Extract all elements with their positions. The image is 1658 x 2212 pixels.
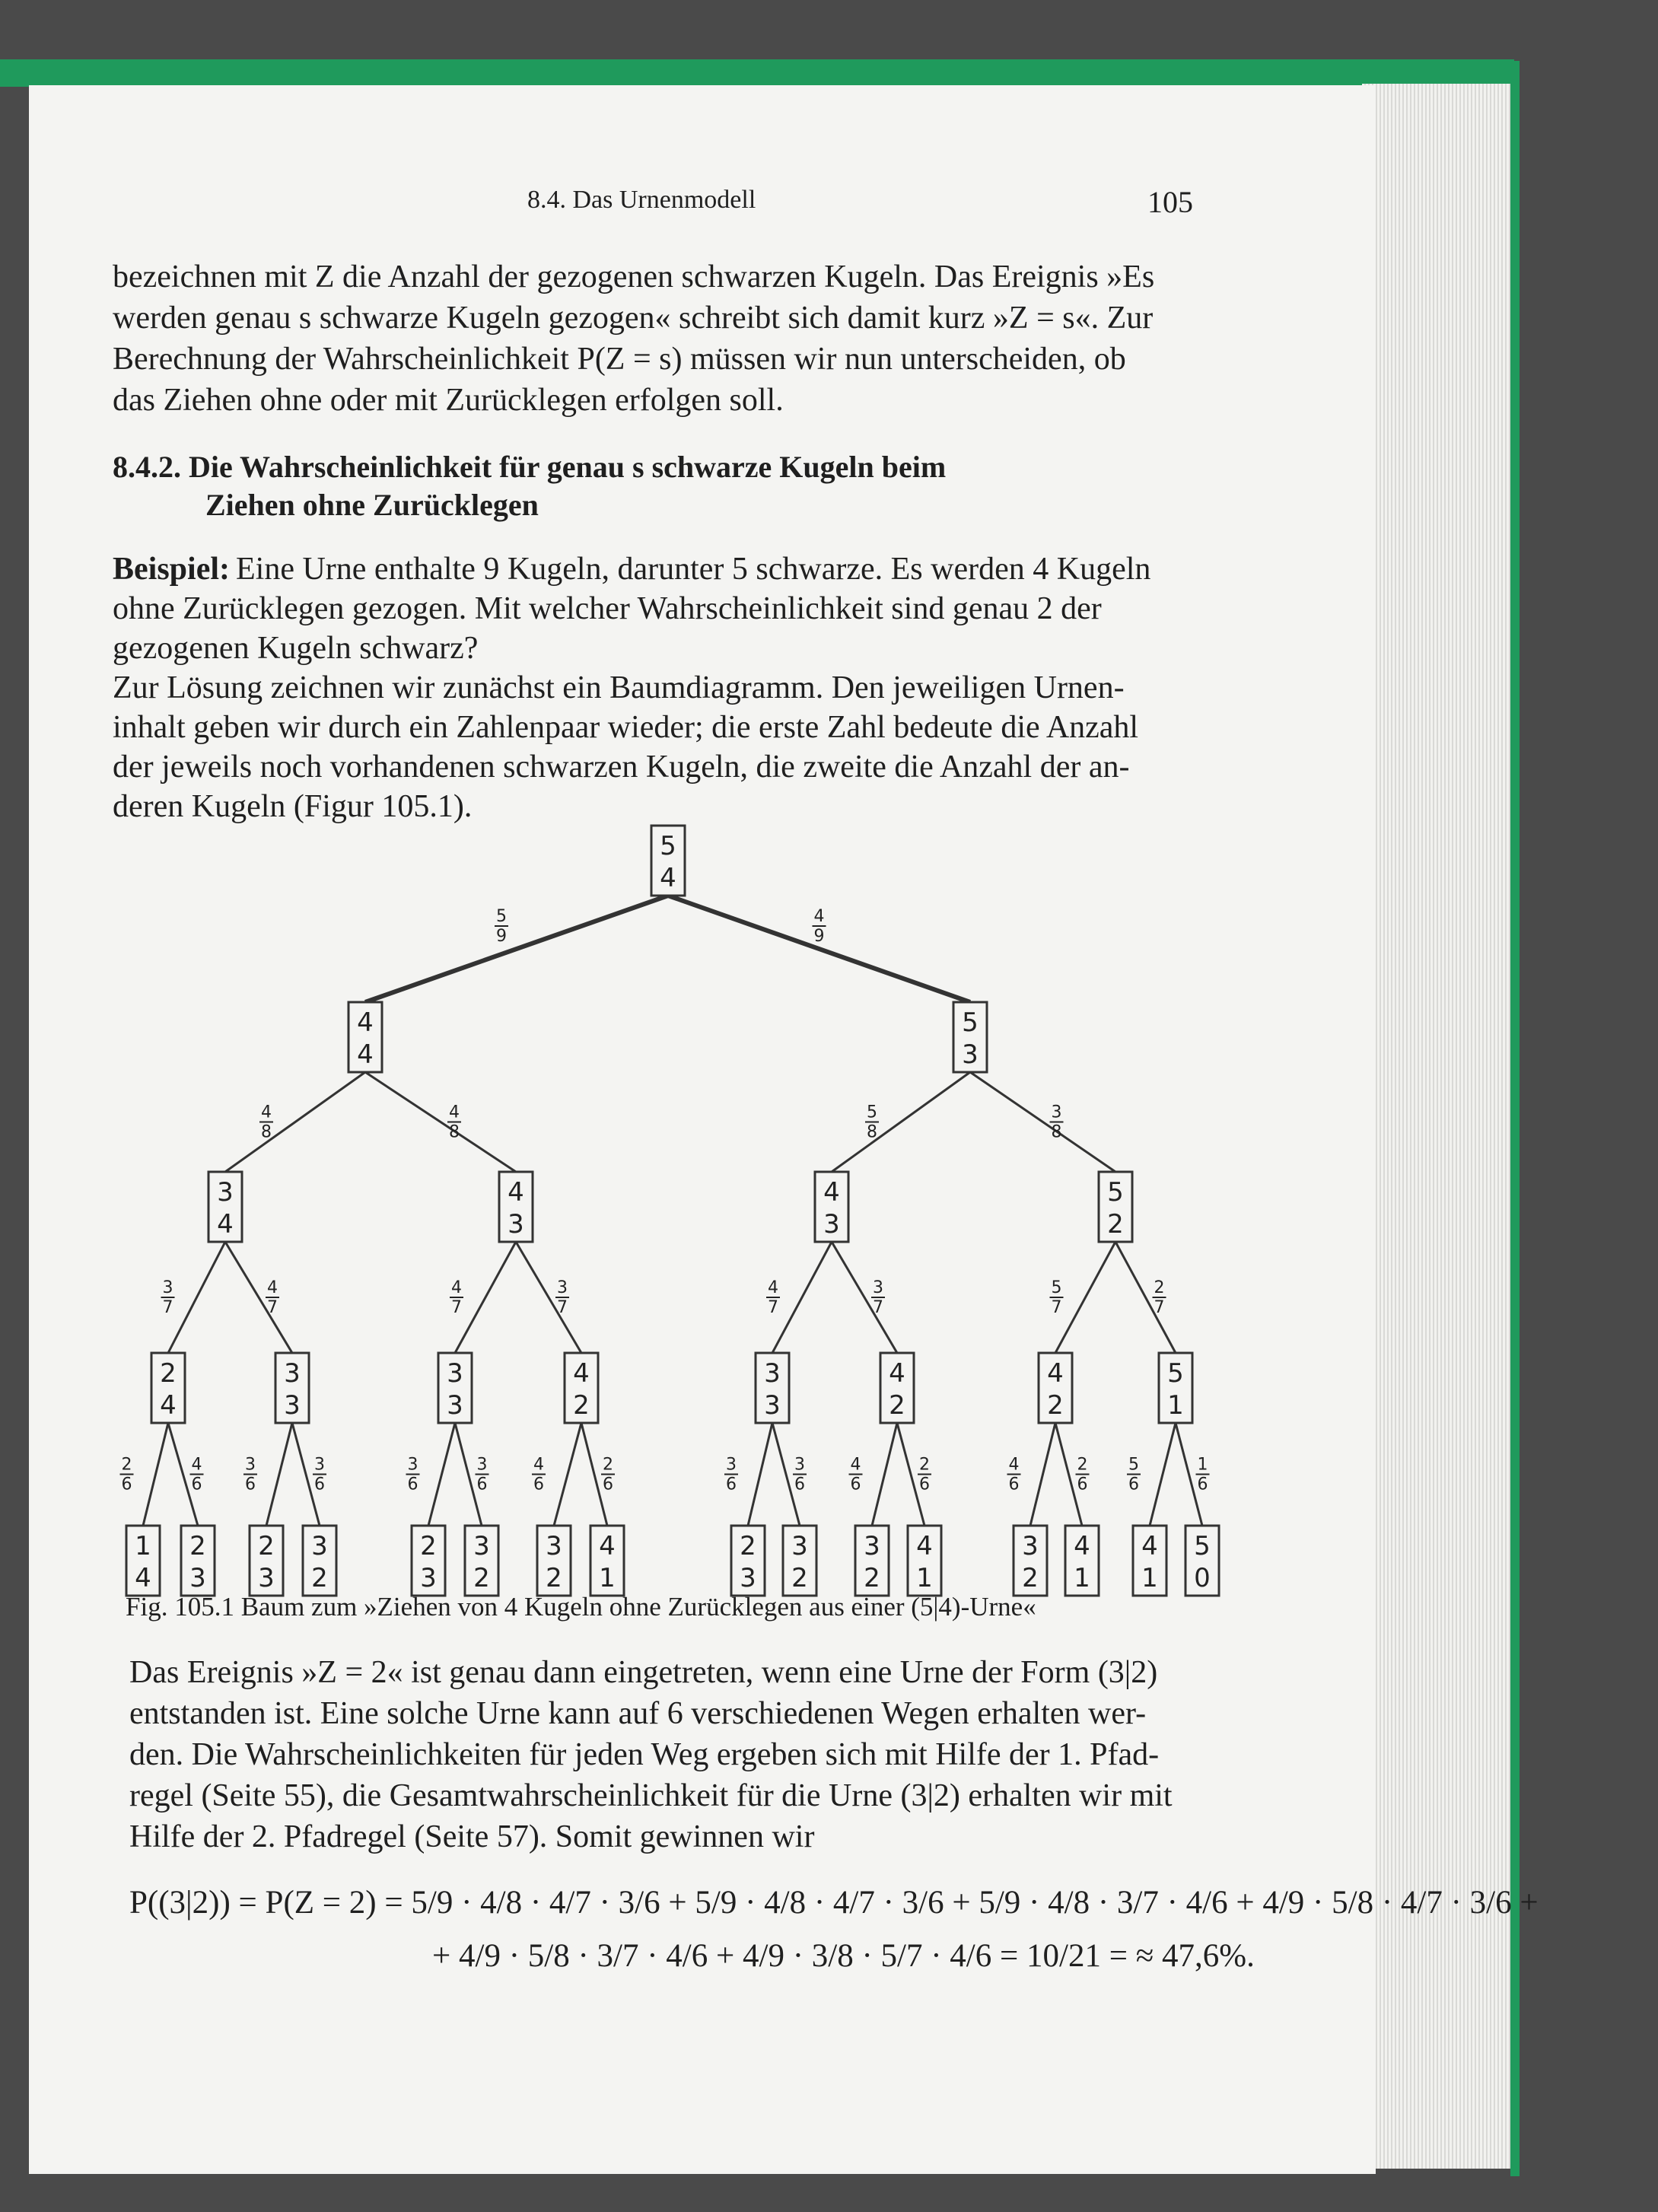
branch-probability: [313, 1456, 326, 1494]
prob-numerator: 4: [261, 1103, 272, 1122]
prob-numerator: 3: [162, 1278, 173, 1297]
urn-black-count: 2: [258, 1531, 275, 1561]
urn-other-count: 2: [1047, 1390, 1064, 1421]
urn-node: [855, 1526, 889, 1596]
after-line-3: den. Die Wahrscheinlichkeiten für jeden Weg ergeben sich mit Hilfe der 1. Pfad-: [129, 1737, 1160, 1772]
prob-numerator: 4: [850, 1455, 861, 1475]
urn-node: [208, 1172, 242, 1242]
intro-line-1: bezeichnen mit Z die Anzahl der gezogenen schwarzen Kugeln. Das Ereignis »Es: [113, 259, 1155, 294]
urn-node: [151, 1353, 185, 1423]
urn-other-count: 3: [284, 1390, 301, 1421]
urn-black-count: 4: [357, 1007, 374, 1038]
branch-probability: [447, 1103, 461, 1142]
urn-black-count: 3: [864, 1531, 880, 1561]
branch-probability: [161, 1278, 175, 1317]
prob-denominator: 7: [162, 1298, 173, 1317]
prob-numerator: 3: [314, 1455, 325, 1475]
tree-branch-line: [455, 1242, 516, 1353]
branch-probability: [865, 1103, 879, 1142]
book-page-edges: [1362, 84, 1514, 2169]
urn-node: [731, 1526, 765, 1596]
urn-node: [1039, 1353, 1072, 1423]
prob-numerator: 5: [1128, 1455, 1139, 1475]
prob-denominator: 6: [1008, 1475, 1020, 1494]
urn-black-count: 3: [1022, 1531, 1039, 1561]
prob-denominator: 6: [533, 1475, 544, 1494]
branch-probability: [532, 1456, 546, 1494]
urn-node: [783, 1526, 816, 1596]
prob-denominator: 6: [407, 1475, 418, 1494]
urn-black-count: 4: [508, 1177, 524, 1208]
urn-node: [1014, 1526, 1047, 1596]
branch-probability: [450, 1278, 463, 1317]
urn-node: [537, 1526, 571, 1596]
intro-line-4: das Ziehen ohne oder mit Zurücklegen erfolgen soll.: [113, 383, 784, 418]
prob-numerator: 5: [1051, 1278, 1062, 1297]
prob-denominator: 7: [1154, 1298, 1165, 1317]
urn-other-count: 3: [508, 1209, 524, 1240]
prob-denominator: 9: [496, 927, 507, 946]
urn-node: [590, 1526, 624, 1596]
prob-denominator: 6: [1128, 1475, 1139, 1494]
tree-branch-line: [516, 1242, 581, 1353]
urn-node: [499, 1172, 533, 1242]
branch-probability: [1050, 1103, 1064, 1142]
prob-denominator: 7: [768, 1298, 778, 1317]
tree-branch-line: [428, 1423, 455, 1526]
prob-denominator: 6: [603, 1475, 613, 1494]
prob-denominator: 6: [919, 1475, 930, 1494]
urn-node: [651, 826, 685, 896]
urn-other-count: 2: [889, 1390, 905, 1421]
urn-other-count: 2: [473, 1563, 490, 1593]
branch-probability: [1007, 1456, 1021, 1494]
prob-denominator: 8: [449, 1122, 460, 1142]
urn-node: [815, 1172, 848, 1242]
urn-node: [126, 1526, 160, 1596]
branch-probability: [918, 1456, 931, 1494]
prob-numerator: 4: [1008, 1455, 1020, 1475]
prob-numerator: 2: [603, 1455, 613, 1475]
tree-branch-line: [970, 1072, 1115, 1172]
urn-black-count: 4: [599, 1531, 616, 1561]
urn-other-count: 4: [135, 1563, 151, 1593]
page-number: 105: [1147, 185, 1193, 219]
prob-numerator: 4: [813, 907, 825, 926]
urn-black-count: 2: [740, 1531, 756, 1561]
intro-line-2: werden genau s schwarze Kugeln gezogen« schreibt sich damit kurz »Z = s«. Zur: [113, 301, 1154, 336]
urn-black-count: 5: [660, 831, 676, 861]
tree-branch-line: [832, 1242, 897, 1353]
urn-node: [908, 1526, 941, 1596]
urn-black-count: 3: [311, 1531, 328, 1561]
urn-other-count: 3: [740, 1563, 756, 1593]
prob-denominator: 6: [726, 1475, 737, 1494]
tree-branch-line: [225, 1242, 292, 1353]
after-line-2: entstanden ist. Eine solche Urne kann auf 6 verschiedenen Wegen erhalten wer-: [129, 1696, 1147, 1731]
urn-other-count: 4: [160, 1390, 177, 1421]
prob-denominator: 9: [813, 927, 825, 946]
prob-numerator: 2: [919, 1455, 930, 1475]
urn-other-count: 1: [916, 1563, 933, 1593]
prob-numerator: 3: [407, 1455, 418, 1475]
prob-numerator: 4: [449, 1103, 460, 1122]
urn-black-count: 2: [160, 1358, 177, 1389]
urn-node: [1159, 1353, 1192, 1423]
prob-denominator: 7: [557, 1298, 568, 1317]
urn-other-count: 3: [962, 1039, 979, 1070]
urn-black-count: 3: [217, 1177, 234, 1208]
branch-probability: [495, 907, 508, 946]
branch-probability: [793, 1456, 807, 1494]
after-line-4: regel (Seite 55), die Gesamtwahrscheinlichkeit für die Urne (3|2) erhalten wir mit: [129, 1778, 1173, 1813]
book-cover-top: [0, 59, 1514, 87]
prob-numerator: 3: [726, 1455, 737, 1475]
branch-probability: [813, 907, 826, 946]
example-line-4: Zur Lösung zeichnen wir zunächst ein Baumdiagramm. Den jeweiligen Urnen-: [113, 670, 1125, 705]
urn-black-count: 1: [135, 1531, 151, 1561]
branch-probability: [476, 1456, 489, 1494]
urn-other-count: 2: [1022, 1563, 1039, 1593]
urn-other-count: 4: [217, 1209, 234, 1240]
section-heading: 8.4.2. Die Wahrscheinlichkeit für genau s schwarze Kugeln beim: [113, 450, 947, 484]
urn-other-count: 2: [546, 1563, 562, 1593]
formula-line-2: + 4/9 · 5/8 · 3/7 · 4/6 + 4/9 · 3/8 · 5/7 · 4/6 = 10/21 = ≈ 47,6%.: [432, 1938, 1255, 1974]
urn-node: [1065, 1526, 1099, 1596]
urn-black-count: 3: [447, 1358, 463, 1389]
prob-denominator: 6: [314, 1475, 325, 1494]
urn-black-count: 3: [791, 1531, 808, 1561]
prob-numerator: 3: [476, 1455, 488, 1475]
prob-denominator: 6: [1077, 1475, 1088, 1494]
prob-denominator: 7: [1051, 1298, 1062, 1317]
prob-denominator: 7: [873, 1298, 883, 1317]
branch-probability: [1127, 1456, 1141, 1494]
urn-other-count: 3: [189, 1563, 206, 1593]
urn-other-count: 3: [764, 1390, 781, 1421]
urn-other-count: 3: [823, 1209, 840, 1240]
example-line-3: gezogenen Kugeln schwarz?: [113, 631, 479, 666]
urn-other-count: 2: [864, 1563, 880, 1593]
urn-black-count: 4: [1074, 1531, 1090, 1561]
prob-denominator: 7: [267, 1298, 278, 1317]
urn-black-count: 4: [889, 1358, 905, 1389]
urn-node: [880, 1353, 914, 1423]
tree-branch-line: [1030, 1423, 1055, 1526]
urn-black-count: 5: [1167, 1358, 1184, 1389]
prob-numerator: 2: [121, 1455, 132, 1475]
urn-black-count: 2: [189, 1531, 206, 1561]
prob-numerator: 1: [1197, 1455, 1208, 1475]
prob-numerator: 3: [1051, 1103, 1062, 1122]
urn-black-count: 4: [1141, 1531, 1158, 1561]
book-page: [29, 85, 1539, 2174]
prob-denominator: 8: [1051, 1122, 1062, 1142]
urn-black-count: 3: [546, 1531, 562, 1561]
prob-numerator: 2: [1077, 1455, 1088, 1475]
urn-other-count: 3: [447, 1390, 463, 1421]
urn-black-count: 4: [823, 1177, 840, 1208]
prob-numerator: 2: [1154, 1278, 1165, 1297]
urn-black-count: 3: [473, 1531, 490, 1561]
prob-numerator: 5: [496, 907, 507, 926]
urn-node: [275, 1353, 309, 1423]
tree-diagram: [29, 85, 1376, 2174]
prob-numerator: 3: [557, 1278, 568, 1297]
branch-probability: [601, 1456, 615, 1494]
branch-probability: [724, 1456, 738, 1494]
prob-numerator: 3: [245, 1455, 256, 1475]
urn-black-count: 4: [1047, 1358, 1064, 1389]
urn-node: [1133, 1526, 1166, 1596]
urn-black-count: 3: [764, 1358, 781, 1389]
prob-denominator: 8: [261, 1122, 272, 1142]
tree-branch-line: [832, 1072, 970, 1172]
branch-probability: [849, 1456, 863, 1494]
running-header: 8.4. Das Urnenmodell: [527, 186, 756, 214]
prob-numerator: 4: [191, 1455, 202, 1475]
urn-node: [303, 1526, 336, 1596]
prob-numerator: 3: [873, 1278, 883, 1297]
branch-probability: [266, 1278, 279, 1317]
prob-denominator: 8: [867, 1122, 877, 1142]
branch-probability: [766, 1278, 780, 1317]
urn-black-count: 5: [1194, 1531, 1211, 1561]
after-line-5: Hilfe der 2. Pfadregel (Seite 57). Somit gewinnen wir: [129, 1819, 815, 1854]
urn-other-count: 2: [791, 1563, 808, 1593]
branch-probability: [1050, 1278, 1064, 1317]
prob-denominator: 6: [121, 1475, 132, 1494]
example-line-7: deren Kugeln (Figur 105.1).: [113, 789, 473, 824]
branch-probability: [1153, 1278, 1166, 1317]
tree-branch-line: [772, 1242, 832, 1353]
branch-probability: [1076, 1456, 1090, 1494]
branch-probability: [190, 1456, 204, 1494]
urn-node: [438, 1353, 472, 1423]
urn-other-count: 3: [258, 1563, 275, 1593]
tree-branch-line: [225, 1072, 365, 1172]
example-label: Beispiel:: [113, 552, 230, 587]
prob-numerator: 4: [267, 1278, 278, 1297]
urn-node: [1099, 1172, 1132, 1242]
example-line-6: der jeweils noch vorhandenen schwarzen Kugeln, die zweite die Anzahl der an-: [113, 750, 1130, 785]
urn-black-count: 3: [284, 1358, 301, 1389]
prob-numerator: 4: [533, 1455, 544, 1475]
tree-branch-line: [266, 1423, 292, 1526]
branch-probability: [243, 1456, 257, 1494]
urn-node: [250, 1526, 283, 1596]
tree-branch-line: [1150, 1423, 1176, 1526]
urn-black-count: 5: [1107, 1177, 1124, 1208]
branch-probability: [120, 1456, 134, 1494]
urn-node: [465, 1526, 498, 1596]
prob-denominator: 6: [191, 1475, 202, 1494]
urn-black-count: 4: [573, 1358, 590, 1389]
after-line-1: Das Ereignis »Z = 2« ist genau dann eingetreten, wenn eine Urne der Form (3|2): [129, 1655, 1158, 1690]
urn-other-count: 4: [357, 1039, 374, 1070]
urn-other-count: 2: [311, 1563, 328, 1593]
urn-other-count: 1: [1167, 1390, 1184, 1421]
figure-caption: Fig. 105.1 Baum zum »Ziehen von 4 Kugeln ohne Zurücklegen aus einer (5|4)-Urne«: [126, 1592, 1036, 1622]
prob-numerator: 3: [794, 1455, 805, 1475]
formula-line-1: P((3|2)) = P(Z = 2) = 5/9 · 4/8 · 4/7 · 3/6 + 5/9 · 4/8 · 4/7 · 3/6 + 5/9 · 4/8 · 3/7 · 4/6 + 4/9 · 5/8 · 4/7 · 3/6 +: [129, 1885, 1539, 1921]
urn-other-count: 1: [599, 1563, 616, 1593]
prob-denominator: 6: [245, 1475, 256, 1494]
section-heading-cont: Ziehen ohne Zurücklegen: [205, 488, 539, 522]
urn-black-count: 4: [916, 1531, 933, 1561]
urn-black-count: 2: [420, 1531, 437, 1561]
tree-branch-line: [143, 1423, 168, 1526]
prob-numerator: 4: [451, 1278, 462, 1297]
tree-branch-line: [168, 1242, 225, 1353]
example-line-5: inhalt geben wir durch ein Zahlenpaar wieder; die erste Zahl bedeute die Anzahl: [113, 710, 1139, 745]
example-line-2: ohne Zurücklegen gezogen. Mit welcher Wahrscheinlichkeit sind genau 2 der: [113, 591, 1102, 626]
urn-other-count: 1: [1074, 1563, 1090, 1593]
prob-numerator: 5: [867, 1103, 877, 1122]
urn-node: [348, 1002, 382, 1072]
urn-other-count: 1: [1141, 1563, 1158, 1593]
book-cover-side: [1510, 61, 1520, 2176]
prob-denominator: 6: [794, 1475, 805, 1494]
urn-node: [756, 1353, 789, 1423]
urn-node: [953, 1002, 987, 1072]
urn-other-count: 4: [660, 863, 676, 893]
tree-branch-line: [1055, 1242, 1115, 1353]
prob-denominator: 6: [850, 1475, 861, 1494]
tree-branch-line: [365, 896, 668, 1002]
prob-denominator: 6: [1197, 1475, 1208, 1494]
tree-branch-line: [872, 1423, 897, 1526]
intro-line-3: Berechnung der Wahrscheinlichkeit P(Z = s) müssen wir nun unterscheiden, ob: [113, 342, 1126, 377]
urn-black-count: 5: [962, 1007, 979, 1038]
branch-probability: [406, 1456, 420, 1494]
tree-branch-line: [365, 1072, 516, 1172]
tree-branch-line: [554, 1423, 581, 1526]
branch-probability: [1196, 1456, 1210, 1494]
prob-denominator: 7: [451, 1298, 462, 1317]
branch-probability: [259, 1103, 273, 1142]
urn-node: [565, 1353, 598, 1423]
urn-other-count: 2: [573, 1390, 590, 1421]
urn-other-count: 0: [1194, 1563, 1211, 1593]
branch-probability: [555, 1278, 569, 1317]
urn-node: [181, 1526, 215, 1596]
prob-numerator: 4: [768, 1278, 778, 1297]
urn-node: [412, 1526, 445, 1596]
prob-denominator: 6: [476, 1475, 488, 1494]
example-line-1: Eine Urne enthalte 9 Kugeln, darunter 5 schwarze. Es werden 4 Kugeln: [236, 552, 1151, 587]
urn-node: [1185, 1526, 1219, 1596]
tree-branch-line: [748, 1423, 772, 1526]
tree-branch-line: [1115, 1242, 1176, 1353]
branch-probability: [871, 1278, 885, 1317]
urn-other-count: 2: [1107, 1209, 1124, 1240]
urn-other-count: 3: [420, 1563, 437, 1593]
